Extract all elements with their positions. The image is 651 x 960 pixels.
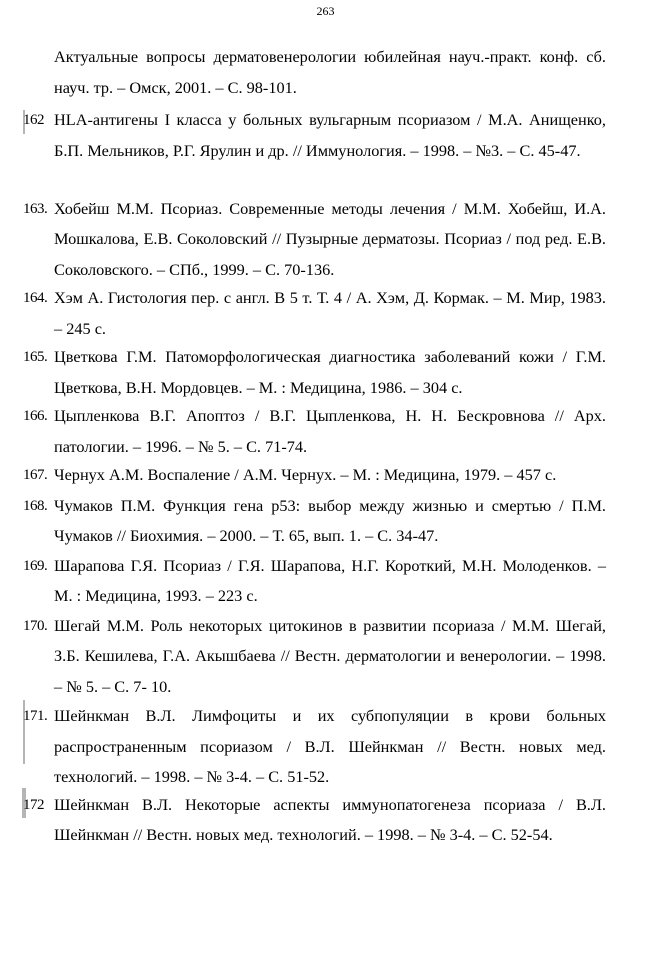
reference-text: Цветкова Г.М. Патоморфологическая диагностика заболеваний кожи / Г.М. Цветкова, В.Н. Мордовцев. – М. : Медицина, 1986. – 304 с. (54, 347, 606, 397)
reference-number: 162 (23, 112, 44, 128)
reference-text: Актуальные вопросы дерматовенерологии юбилейная науч.-практ. конф. сб. науч. тр. – Омск, 2001. – С. 98-101. (54, 47, 606, 97)
reference-entry (0, 551, 651, 612)
reference-text: Чумаков П.М. Функция гена p53: выбор между жизнью и смертью / П.М. Чумаков // Биохимия. – 2000. – Т. 65, вып. 1. – С. 34-47. (54, 495, 606, 545)
reference-text: Цыпленкова В.Г. Апоптоз / В.Г. Цыпленкова, Н. Н. Бескровнова // Арх. патологии. – 1996. – № 5. – С. 71-74. (54, 406, 606, 456)
reference-number: 166. (23, 408, 48, 424)
reference-text: Хобейш М.М. Псориаз. Современные методы лечения / М.М. Хобейш, И.А. Мошкалова, Е.В. Соколовский // Пузырные дерматозы. Псориаз / под ред. Е.В. Соколовского. – СПб., 1999. – С. 70-136. (54, 198, 606, 279)
reference-text: Шейнкман В.Л. Некоторые аспекты иммунопатогенеза псориаза / В.Л. Шейнкман // Вестн. новых мед. технологий. – 1998. – № 3-4. – С. 52-54. (54, 794, 606, 844)
reference-entry (0, 790, 651, 882)
reference-text: Шегай М.М. Роль некоторых цитокинов в развитии псориаза / М.М. Шегай, З.Б. Кешилева, Г.А. Акышбаева // Вестн. дерматологии и венерологии. – 1998. – № 5. – С. 7- 10. (54, 615, 606, 696)
reference-text: Шарапова Г.Я. Псориаз / Г.Я. Шарапова, Н.Г. Короткий, М.Н. Молоденков. – М. : Медицина, 1993. – 223 с. (54, 555, 606, 605)
reference-text: Хэм А. Гистология пер. с англ. В 5 т. Т. 4 / А. Хэм, Д. Кормак. – М. Мир, 1983. – 245 с. (54, 288, 606, 338)
reference-text: Чернух А.М. Воспаление / А.М. Чернух. – М. : Медицина, 1979. – 457 с. (54, 465, 557, 484)
reference-entry (0, 342, 651, 403)
reference-entry (0, 460, 651, 491)
reference-text: Шейнкман В.Л. Лимфоциты и их субпопуляции в крови больных распространенным псориазом / В.Л. Шейнкман // Вестн. новых мед. технологий. – 1998. – № 3-4. – С. 51-52. (54, 706, 606, 786)
reference-number: 164. (23, 290, 48, 306)
reference-number: 170. (23, 617, 48, 634)
reference-number: 167. (23, 467, 48, 483)
reference-entry (0, 42, 651, 103)
reference-number: 168. (23, 497, 48, 514)
reference-list (0, 42, 651, 881)
reference-number: 163. (23, 200, 48, 217)
reference-entry (0, 491, 651, 552)
reference-entry (0, 701, 651, 793)
reference-entry (0, 283, 651, 344)
reference-number: 169. (23, 557, 48, 574)
reference-number: 171. (23, 708, 48, 724)
reference-entry (0, 194, 651, 286)
reference-entry (0, 401, 651, 462)
reference-entry (0, 105, 651, 197)
page-number: 263 (316, 4, 335, 18)
reference-text: HLA-антигены I класса у больных вульгарным псориазом / М.А. Анищенко, Б.П. Мельников, Р.Г. Ярулин и др. // Иммунология. – 1998. – №3. – С. 45-47. (54, 110, 606, 160)
reference-number: 172 (23, 796, 44, 813)
reference-number: 165. (23, 349, 48, 365)
reference-entry (0, 611, 651, 703)
